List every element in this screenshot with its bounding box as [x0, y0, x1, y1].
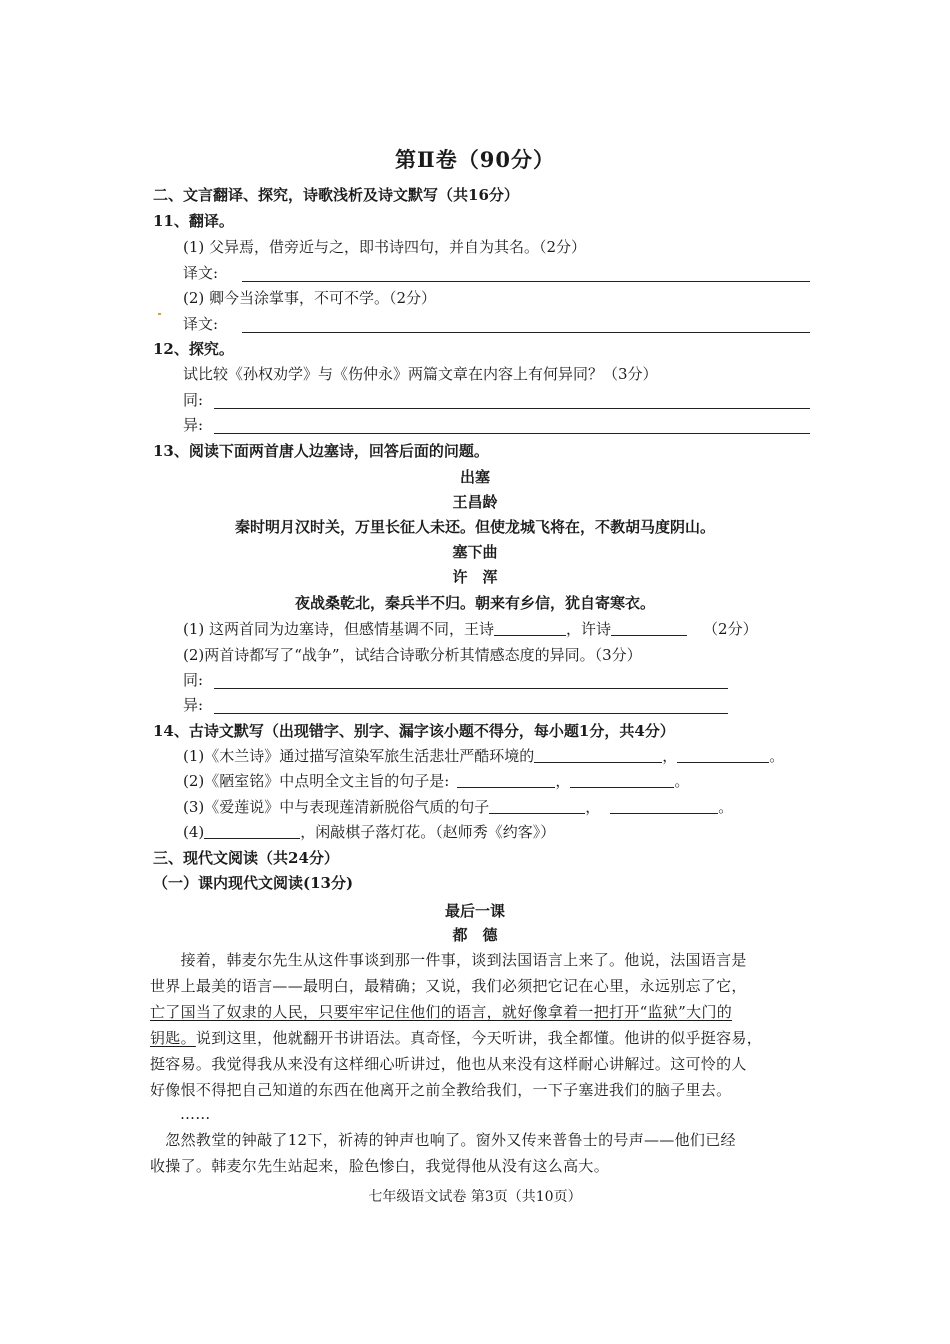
q12-diff-label: 异: — [183, 416, 204, 434]
q14-item2-comma: ， — [555, 772, 571, 790]
q14-item1-comma: ， — [662, 747, 678, 765]
q14-item3 — [183, 797, 733, 817]
q13-blank-wang[interactable] — [494, 621, 566, 636]
q11-part1-answer-line[interactable] — [242, 281, 810, 282]
q14-item1 — [183, 746, 784, 766]
article-line-7: 忽然教堂的钟敲了12下，祈祷的钟声也响了。窗外又传来普鲁士的号声——他们已经 — [150, 1131, 736, 1149]
article-line-8: 收操了。韩麦尔先生站起来，脸色惨白，我觉得他从没有这么高大。 — [150, 1157, 610, 1175]
q14-item1-text: (1)《木兰诗》通过描写渲染军旅生活悲壮严酷环境的 — [183, 747, 535, 765]
article-line-6: 好像恨不得把自己知道的东西在他离开之前全教给我们，一下子塞进我们的脑子里去。 — [150, 1081, 732, 1099]
q13-part2: (2)两首诗都写了“战争”，试结合诗歌分析其情感态度的异同。（3分） — [183, 646, 642, 664]
article-title: 最后一课 — [444, 902, 505, 920]
poem2-text: 夜战桑乾北，秦兵半不归。朝来有乡信，犹自寄寒衣。 — [294, 594, 655, 612]
q14-item3-blank-b[interactable] — [610, 799, 718, 814]
article-ellipsis: …… — [180, 1105, 211, 1123]
q14-item1-period: 。 — [769, 747, 785, 765]
q14-item3-blank-a[interactable] — [489, 799, 585, 814]
q13-diff-answer-line[interactable] — [214, 713, 728, 714]
poem1-author: 王昌龄 — [452, 493, 498, 511]
exam-part-title: 第Ⅱ卷（90分） — [395, 147, 555, 172]
q12-prompt: 试比较《孙权劝学》与《伤仲永》两篇文章在内容上有何异同？（3分） — [183, 365, 658, 383]
page-footer: 七年级语文试卷 第3页（共10页） — [368, 1189, 582, 1205]
q13-part1-score: （2分） — [703, 620, 758, 638]
q13-label: 13、阅读下面两首唐人边塞诗，回答后面的问题。 — [153, 442, 489, 460]
section-2-heading: 二、文言翻译、探究，诗歌浅析及诗文默写（共16分） — [153, 186, 519, 204]
q11-part2-answer-label: 译文: — [183, 315, 219, 333]
article-key-word: 钥匙。 — [150, 1029, 196, 1047]
q13-same-label: 同: — [183, 671, 204, 689]
q14-item3-comma: ， — [585, 798, 601, 816]
section-3-sub1: （一）课内现代文阅读(13分) — [153, 874, 354, 892]
q13-same-answer-line[interactable] — [214, 688, 728, 689]
q12-same-answer-line[interactable] — [214, 408, 810, 409]
q14-item1-blank-a[interactable] — [534, 748, 662, 763]
scan-speck — [158, 313, 161, 315]
section-3-heading: 三、现代文阅读（共24分） — [153, 849, 339, 867]
article-line-4 — [150, 1026, 762, 1050]
q11-part2-answer-line[interactable] — [242, 332, 810, 333]
q11-part1: (1) 父异焉，借旁近与之，即书诗四句，并自为其名。（2分） — [183, 238, 587, 256]
q12-same-label: 同: — [183, 391, 204, 409]
q14-item4-blank[interactable] — [204, 824, 300, 839]
q13-part1 — [183, 619, 758, 639]
q14-item3-text: (3)《爱莲说》中与表现莲清新脱俗气质的句子 — [183, 798, 490, 816]
q11-label: 11、翻译。 — [153, 212, 234, 230]
q14-item4 — [183, 822, 555, 842]
article-line-3-underlined: 亡了国当了奴隶的人民，只要牢牢记住他们的语言，就好像拿着一把打开“监狱”大门的 — [150, 1003, 733, 1021]
q14-item2-period: 。 — [674, 772, 690, 790]
q12-diff-answer-line[interactable] — [214, 433, 810, 434]
article-line-1: 接着，韩麦尔先生从这件事谈到那一件事，谈到法国语言上来了。他说，法国语言是 — [150, 951, 747, 969]
q13-part1-text-a: (1) 这两首同为边塞诗，但感情基调不同，王诗 — [183, 620, 495, 638]
article-author: 都 德 — [452, 926, 498, 944]
article-line-2: 世界上最美的语言——最明白，最精确；又说，我们必须把它记在心里，永远别忘了它， — [150, 977, 747, 995]
q14-label: 14、古诗文默写（出现错字、别字、漏字该小题不得分，每小题1分，共4分） — [153, 722, 675, 740]
q14-item1-blank-b[interactable] — [677, 748, 769, 763]
poem2-title: 塞下曲 — [452, 543, 498, 561]
article-line-5: 挺容易。我觉得我从来没有这样细心听讲过，他也从来没有这样耐心讲解过。这可怜的人 — [150, 1055, 747, 1073]
q14-item3-period: 。 — [718, 798, 734, 816]
article-line-4-rest: 说到这里，他就翻开书讲语法。真奇怪，今天听讲，我全都懂。他讲的似乎挺容易， — [195, 1029, 763, 1047]
q11-part1-answer-label: 译文: — [183, 264, 219, 282]
q14-item2-text: (2)《陋室铭》中点明全文主旨的句子是: — [183, 772, 450, 790]
poem2-author: 许 浑 — [452, 568, 498, 586]
q11-part2: (2) 卿今当涂掌事，不可不学。（2分） — [183, 289, 437, 307]
poem1-text: 秦时明月汉时关，万里长征人未还。但使龙城飞将在，不教胡马度阴山。 — [234, 518, 715, 536]
q13-diff-label: 异: — [183, 696, 204, 714]
q13-part1-text-b: ，许诗 — [566, 620, 612, 638]
q14-item2-blank-b[interactable] — [570, 773, 674, 788]
q12-label: 12、探究。 — [153, 340, 234, 358]
q14-item2 — [183, 771, 689, 791]
q14-item4-text: ，闲敲棋子落灯花。（赵师秀《约客》） — [300, 823, 556, 841]
q14-item2-blank-a[interactable] — [457, 773, 555, 788]
q14-item4-num: (4) — [183, 823, 205, 841]
q13-blank-xu[interactable] — [611, 621, 687, 636]
poem1-title: 出塞 — [459, 468, 490, 486]
